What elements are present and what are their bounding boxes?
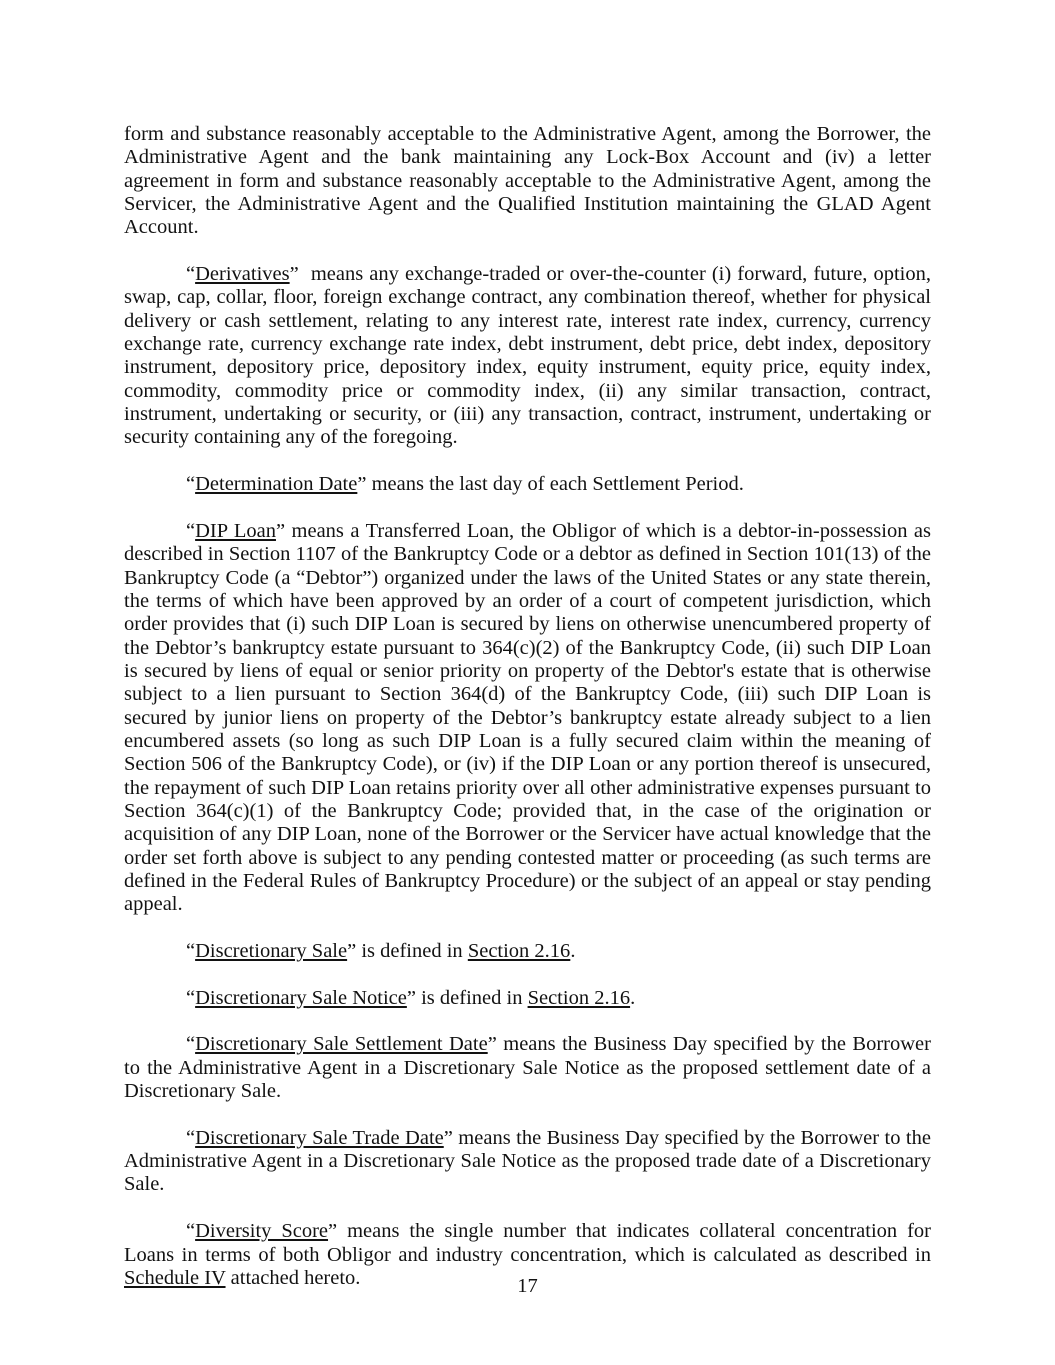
paragraph xyxy=(124,263,931,450)
text-run: “ xyxy=(186,1126,196,1149)
page-body xyxy=(124,123,931,1314)
page-number: 17 xyxy=(517,1275,538,1297)
defined-term: Schedule IV xyxy=(124,1266,226,1289)
defined-term: Diversity Score xyxy=(195,1220,329,1243)
text-run: attached hereto. xyxy=(225,1266,361,1289)
paragraph xyxy=(124,987,931,1010)
paragraph xyxy=(124,520,931,917)
text-run: . xyxy=(630,986,636,1009)
text-run: ” means any exchange-traded or over-the-counter (i) forward, future, option, swap, cap, collar, floor, foreign exchange contract, any combination thereof, whether for physical delivery or cash settlement, relating to any interest rate, interest rate index, currency, currency exchange rate, currency exchange rate index, debt instrument, debt price, debt index, depository instrument, depository price, depository index, equity instrument, equity price, equity index, commodity, commodity price or commodity index, (ii) any similar transaction, contract, instrument, undertaking or security, or (iii) any transaction, contract, instrument, undertaking or security containing any of the foregoing. xyxy=(124,263,931,449)
defined-term: Determination Date xyxy=(195,473,358,496)
text-run: ” means the last day of each Settlement Period. xyxy=(357,473,744,496)
defined-term: Section 2.16 xyxy=(527,986,631,1009)
text-run: “ xyxy=(186,473,196,496)
defined-term: Section 2.16 xyxy=(467,940,571,963)
defined-term: Discretionary Sale xyxy=(195,940,348,963)
text-run: . xyxy=(570,940,576,963)
text-run: ” means a Transferred Loan, the Obligor of which is a debtor-in-possession as described in Section 1107 of the Bankruptcy Code or a debtor as defined in Section 101(13) of the Bankruptcy Code (a “Debtor”) organized under the laws of the United States or any state therein, the terms of which have been approved by an order of a court of competent jurisdiction, which order provides that (i) such DIP Loan is secured by liens on otherwise unencumbered property of the Debtor’s bankruptcy estate pursuant to 364(c)(2) of the Bankruptcy Code, (ii) such DIP Loan is secured by liens of equal or senior priority on property of the Debtor's estate that is otherwise subject to a lien pursuant to Section 364(d) of the Bankruptcy Code, (iii) such DIP Loan is secured by junior liens on property of the Debtor’s bankruptcy estate already subject to a lien encumbered assets (so long as such DIP Loan is a fully secured claim within the meaning of Section 506 of the Bankruptcy Code), or (iv) if the DIP Loan or any portion thereof is unsecured, the repayment of such DIP Loan retains priority over all other administrative expenses pursuant to Section 364(c)(1) of the Bankruptcy Code; provided that, in the case of the origination or acquisition of any DIP Loan, none of the Borrower or the Servicer have actual knowledge that the order set forth above is subject to any pending contested matter or proceeding (as such terms are defined in the Federal Rules of Bankruptcy Procedure) or the subject of an appeal or stay pending appeal. xyxy=(124,519,931,916)
text-run: “ xyxy=(186,986,196,1009)
text-run: ” is defined in xyxy=(347,940,468,963)
text-run: ” is defined in xyxy=(406,986,528,1009)
paragraph xyxy=(124,473,931,496)
text-run: ” means the single number that indicates collateral concentration for Loans in terms of both Obligor and industry concentration, which is calculated as described in xyxy=(124,1220,931,1266)
text-run: “ xyxy=(186,519,196,542)
paragraph xyxy=(124,1033,931,1103)
defined-term: DIP Loan xyxy=(195,519,276,542)
text-run: “ xyxy=(186,940,196,963)
defined-term: Discretionary Sale Settlement Date xyxy=(195,1033,488,1056)
text-run: ” means the Business Day specified by the Borrower to the Administrative Agent in a Discretionary Sale Notice as the proposed trade date of a Discretionary Sale. xyxy=(124,1126,931,1196)
defined-term: Discretionary Sale Trade Date xyxy=(195,1126,444,1149)
text-run: ” means the Business Day specified by the Borrower to the Administrative Agent in a Discretionary Sale Notice as the proposed settlement date of a Discretionary Sale. xyxy=(124,1033,931,1103)
text-run: form and substance reasonably acceptable to the Administrative Agent, among the Borrower, the Administrative Agent and the bank maintaining any Lock-Box Account and (iv) a letter agreement in form and substance reasonably acceptable to the Administrative Agent, among the Servicer, the Administrative Agent and the Qualified Institution maintaining the GLAD Agent Account. xyxy=(124,123,931,239)
paragraph xyxy=(124,123,931,240)
text-run: “ xyxy=(186,263,196,286)
paragraph xyxy=(124,1127,931,1197)
text-run: “ xyxy=(186,1220,196,1243)
defined-term: Derivatives xyxy=(195,263,290,286)
defined-term: Discretionary Sale Notice xyxy=(195,986,407,1009)
paragraph xyxy=(124,940,931,963)
text-run: “ xyxy=(186,1033,196,1056)
